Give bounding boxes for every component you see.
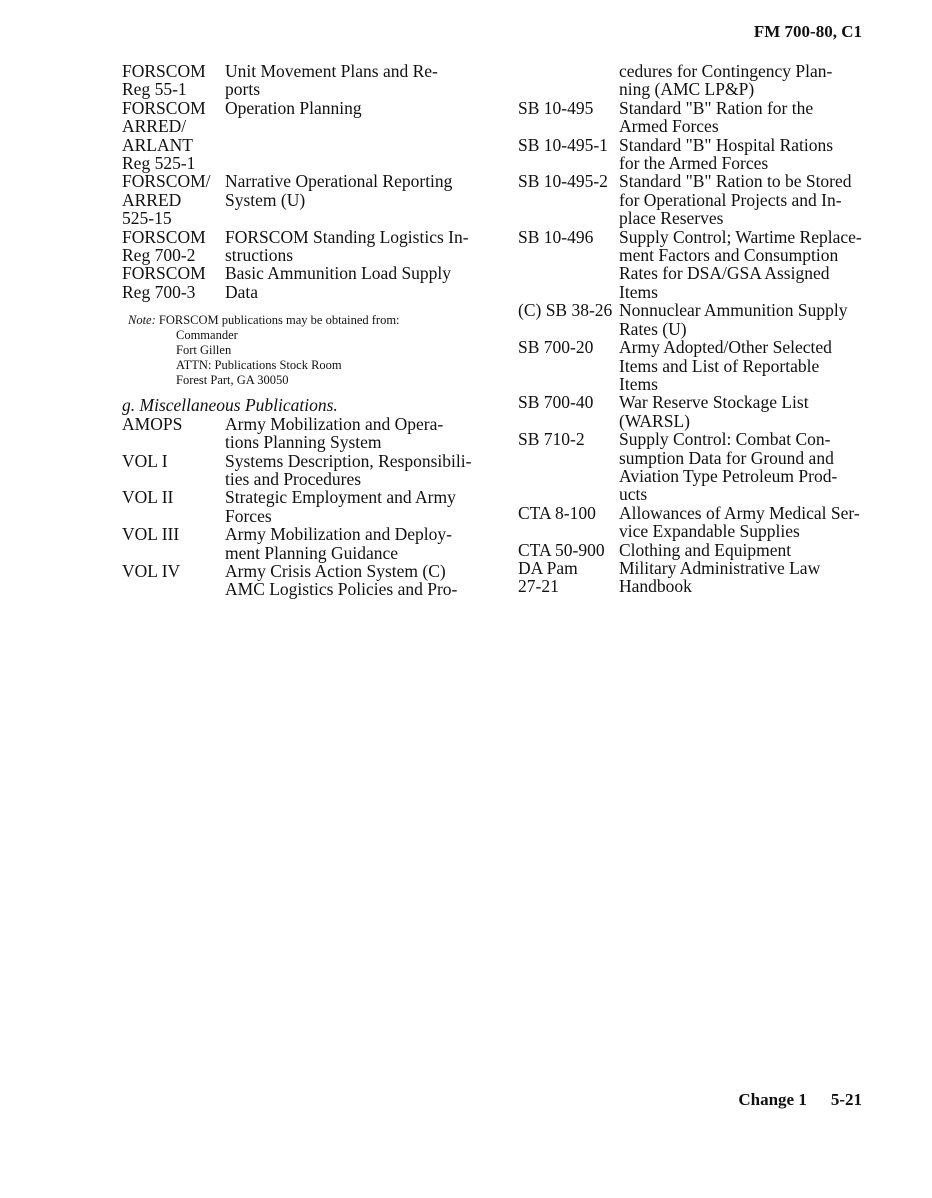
publication-code: VOL IV [122, 560, 181, 581]
publication-title: Operation Planning [225, 97, 362, 118]
cta-entry [518, 541, 868, 559]
cta-entry [518, 504, 868, 541]
publication-title: Standard "B" Ration to be Stored for Operational Projects and In- place Reserves [619, 171, 852, 229]
publication-title: Clothing and Equipment [619, 539, 792, 560]
publication-code: VOL III [122, 524, 180, 545]
publication-code: AMOPS [122, 413, 183, 434]
forscom-entry [122, 228, 474, 265]
publication-code: FORSCOM Reg 700-2 [122, 226, 206, 266]
publication-code-empty [518, 62, 619, 99]
publication-title: FORSCOM Standing Logistics In- structions [225, 226, 469, 266]
publication-code: SB 10-495 [518, 97, 594, 118]
publication-code: CTA 8-100 [518, 502, 596, 523]
note-label: Note: [128, 313, 156, 328]
publication-title: Systems Description, Responsibili- ties and Procedures [225, 450, 472, 489]
sb-entry [518, 301, 868, 338]
publication-title: War Reserve Stockage List (WARSL) [619, 392, 809, 431]
sb-entry [518, 338, 868, 393]
publication-code: SB 10-495-2 [518, 171, 608, 192]
publication-title: Standard "B" Hospital Rations for the Armed Forces [619, 134, 834, 174]
change-label: Change 1 [738, 1090, 807, 1109]
publication-title: Unit Movement Plans and Re- ports [225, 61, 438, 100]
publication-title: Strategic Employment and Army Forces [225, 487, 456, 526]
publication-title: Basic Ammunition Load Supply Data [225, 263, 452, 302]
publication-title: Supply Control: Combat Con- sumption Data for Ground and Aviation Type Petroleum Prod- ucts [619, 429, 838, 505]
sb-entry [518, 99, 868, 136]
publication-title: Military Administrative Law Handbook [619, 557, 821, 597]
publication-code: (C) SB 38-26 [518, 300, 613, 321]
publication-code: DA Pam 27-21 [518, 557, 578, 597]
publication-code: FORSCOM ARRED/ ARLANT Reg 525-1 [122, 97, 206, 174]
publication-code: CTA 50-900 [518, 539, 605, 560]
publication-title: Narrative Operational Reporting System (U) [225, 171, 453, 210]
publication-title: Supply Control; Wartime Replace- ment Factors and Consumption Rates for DSA/GSA Assigned Items [619, 226, 862, 302]
sb-entry [518, 136, 868, 173]
sb-entry [518, 393, 868, 430]
page-header-title: FM 700-80, C1 [753, 22, 862, 41]
page-footer [738, 1090, 862, 1110]
publication-title: Standard "B" Ration for the Armed Forces [619, 97, 814, 137]
publication-title: Allowances of Army Medical Ser- vice Expandable Supplies [619, 502, 860, 542]
da-pam-entry [518, 559, 868, 596]
publication-code: VOL II [122, 487, 174, 508]
continuation-text: cedures for Contingency Plan- ning (AMC LP&P) [619, 61, 833, 100]
publication-title: Army Crisis Action System (C) AMC Logistics Policies and Pro- [225, 560, 458, 600]
sb-entry [518, 228, 868, 302]
continuation-entry [518, 62, 868, 99]
publication-code: SB 710-2 [518, 429, 585, 450]
publication-code: FORSCOM Reg 55-1 [122, 61, 206, 100]
misc-entry [122, 488, 474, 525]
publication-code: SB 10-495-1 [518, 134, 608, 155]
publication-code: FORSCOM/ ARRED 525-15 [122, 171, 211, 229]
forscom-entry [122, 62, 474, 99]
sb-entry [518, 172, 868, 227]
publication-code: FORSCOM Reg 700-3 [122, 263, 206, 302]
note-address: Commander Fort Gillen ATTN: Publications Stock Room Forest Part, GA 30050 [176, 328, 342, 388]
publication-code: SB 700-40 [518, 392, 594, 413]
misc-publications-heading: g. Miscellaneous Publications. [122, 395, 338, 416]
publication-title: Army Mobilization and Deploy- ment Planning Guidance [225, 524, 452, 563]
forscom-entry [122, 99, 474, 173]
note-text: FORSCOM publications may be obtained from: [158, 313, 400, 328]
publication-title: Army Adopted/Other Selected Items and List of Reportable Items [619, 337, 832, 394]
sb-entry [518, 430, 868, 504]
misc-entry [122, 452, 474, 489]
misc-entry [122, 415, 474, 452]
page-number: 5-21 [830, 1090, 862, 1109]
publication-title: Army Mobilization and Opera- tions Planning System [225, 413, 444, 453]
forscom-entry [122, 264, 474, 301]
publication-code: SB 10-496 [518, 226, 594, 247]
publication-title: Nonnuclear Ammunition Supply Rates (U) [619, 300, 848, 339]
left-column [122, 62, 474, 599]
publication-code: VOL I [122, 450, 168, 471]
publication-code: SB 700-20 [518, 337, 594, 358]
forscom-entry [122, 172, 474, 227]
right-column [518, 62, 868, 596]
misc-entry [122, 525, 474, 562]
forscom-note [128, 313, 474, 388]
misc-entry [122, 562, 474, 599]
